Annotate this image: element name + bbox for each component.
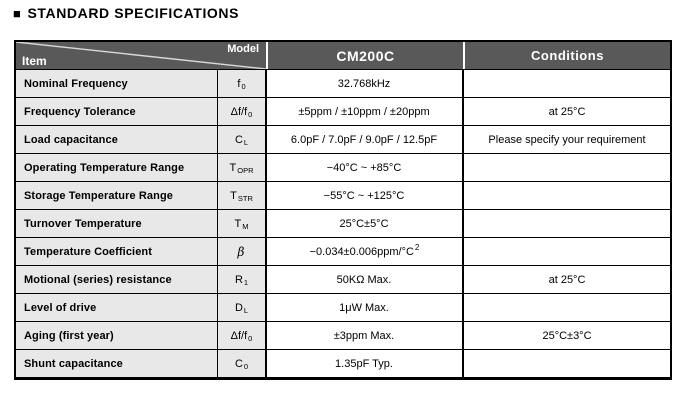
value-text: −0.034±0.006ppm/°C — [309, 245, 414, 258]
symbol-cell — [218, 238, 267, 265]
condition-cell — [464, 182, 670, 209]
item-cell — [16, 294, 218, 321]
item-label: Motional (series) resistance — [24, 273, 172, 286]
symbol-subscript: OPR — [237, 166, 254, 175]
symbol-subscript: 0 — [248, 110, 253, 119]
value-cell — [267, 322, 464, 349]
value-cell — [267, 70, 464, 97]
symbol-subscript: STR — [237, 194, 253, 203]
item-label: Turnover Temperature — [24, 217, 142, 230]
value-cell — [267, 210, 464, 237]
value-text: −40°C ~ +85°C — [326, 161, 402, 174]
table-header-row — [16, 42, 670, 69]
condition-cell — [464, 294, 670, 321]
value-text: 50KΩ Max. — [336, 273, 392, 286]
item-label: Shunt capacitance — [24, 357, 123, 370]
symbol-subscript: L — [243, 138, 249, 147]
item-cell — [16, 70, 218, 97]
item-cell — [16, 322, 218, 349]
item-cell — [16, 154, 218, 181]
condition-cell — [464, 350, 670, 377]
page-title — [13, 5, 239, 21]
condition-text: Please specify your requirement — [488, 133, 646, 146]
item-label: Level of drive — [24, 301, 97, 314]
value-cell — [267, 182, 464, 209]
table-row — [16, 265, 670, 293]
symbol-subscript: 1 — [243, 278, 249, 287]
symbol-subscript: M — [242, 222, 249, 231]
symbol-subscript: 0 — [248, 334, 253, 343]
symbol-main: β — [237, 244, 245, 259]
condition-text: at 25°C — [548, 273, 586, 286]
symbol-main: R — [234, 273, 243, 286]
condition-cell — [464, 98, 670, 125]
value-text: −55°C ~ +125°C — [323, 189, 405, 202]
table-row — [16, 293, 670, 321]
symbol-cell — [218, 294, 267, 321]
page-title-text: STANDARD SPECIFICATIONS — [27, 5, 240, 21]
condition-text: 25°C±3°C — [542, 329, 592, 342]
value-text: ±5ppm / ±10ppm / ±20ppm — [298, 105, 430, 118]
symbol-subscript: 0 — [243, 362, 249, 371]
table-row — [16, 97, 670, 125]
condition-cell — [464, 154, 670, 181]
header-conditions-column: Conditions — [531, 48, 604, 63]
value-cell — [267, 238, 464, 265]
value-superscript: 2 — [414, 243, 420, 252]
symbol-main: T — [229, 161, 237, 174]
symbol-cell — [218, 70, 267, 97]
symbol-cell — [218, 126, 267, 153]
item-cell — [16, 98, 218, 125]
item-label: Operating Temperature Range — [24, 161, 185, 174]
item-label: Nominal Frequency — [24, 77, 128, 90]
symbol-main: f — [237, 77, 241, 90]
value-text: 32.768kHz — [337, 77, 391, 90]
condition-text: at 25°C — [548, 105, 586, 118]
value-cell — [267, 266, 464, 293]
value-text: 6.0pF / 7.0pF / 9.0pF / 12.5pF — [290, 133, 438, 146]
symbol-cell — [218, 182, 267, 209]
symbol-cell — [218, 154, 267, 181]
symbol-cell — [218, 266, 267, 293]
item-label: Aging (first year) — [24, 329, 114, 342]
symbol-subscript: L — [243, 306, 249, 315]
value-cell — [267, 294, 464, 321]
header-model-label: Model — [227, 43, 259, 55]
symbol-cell — [218, 322, 267, 349]
value-cell — [267, 98, 464, 125]
symbol-main: C — [234, 357, 243, 370]
condition-cell — [464, 126, 670, 153]
table-body — [16, 69, 670, 377]
header-item-model-cell — [16, 42, 268, 69]
condition-cell — [464, 210, 670, 237]
table-row — [16, 349, 670, 377]
item-cell — [16, 266, 218, 293]
item-cell — [16, 210, 218, 237]
specifications-table — [14, 40, 672, 380]
symbol-subscript: 0 — [241, 82, 246, 91]
table-row — [16, 237, 670, 265]
symbol-main: T — [230, 189, 237, 202]
item-cell — [16, 126, 218, 153]
square-bullet-icon: ■ — [13, 6, 22, 21]
item-cell — [16, 350, 218, 377]
table-row — [16, 153, 670, 181]
item-label: Load capacitance — [24, 133, 118, 146]
value-text: ±3ppm Max. — [333, 329, 395, 342]
symbol-cell — [218, 350, 267, 377]
condition-cell — [464, 238, 670, 265]
item-label: Frequency Tolerance — [24, 105, 136, 118]
value-cell — [267, 154, 464, 181]
header-model-column: CM200C — [268, 42, 465, 69]
symbol-cell — [218, 210, 267, 237]
item-cell — [16, 182, 218, 209]
value-cell — [267, 350, 464, 377]
table-row — [16, 125, 670, 153]
symbol-main: Δf/f — [230, 329, 248, 342]
symbol-main: D — [234, 301, 243, 314]
condition-cell — [464, 266, 670, 293]
header-item-label: Item — [22, 54, 47, 68]
value-cell — [267, 126, 464, 153]
table-row — [16, 321, 670, 349]
symbol-cell — [218, 98, 267, 125]
value-text: 1μW Max. — [339, 301, 389, 314]
table-row — [16, 69, 670, 97]
table-row — [16, 181, 670, 209]
symbol-main: C — [234, 133, 243, 146]
item-label: Storage Temperature Range — [24, 189, 174, 202]
value-text: 1.35pF Typ. — [335, 357, 393, 370]
table-row — [16, 209, 670, 237]
symbol-main: Δf/f — [230, 105, 248, 118]
condition-cell — [464, 70, 670, 97]
condition-cell — [464, 322, 670, 349]
item-label: Temperature Coefficient — [24, 245, 153, 258]
value-text: 25°C±5°C — [339, 217, 389, 230]
symbol-main: T — [234, 217, 242, 230]
item-cell — [16, 238, 218, 265]
